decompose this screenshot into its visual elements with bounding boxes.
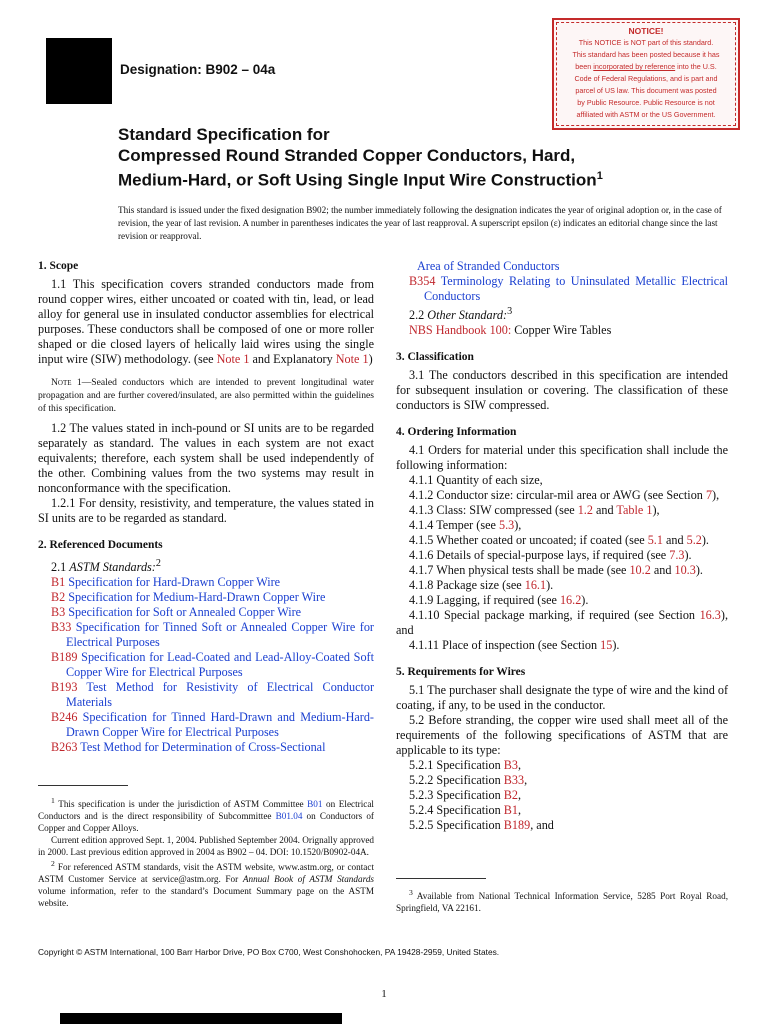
subcommittee-b0104-link[interactable]: B01.04 xyxy=(275,811,303,822)
spec-list-item: 5.2.1 Specification B3, xyxy=(409,758,522,773)
ref-title[interactable]: Test Method for Resistivity of Electrical Conductor Materials xyxy=(66,680,375,710)
section-heading-ordering: 4. Ordering Information xyxy=(396,426,517,439)
link-5-3[interactable]: 5.3 xyxy=(498,518,515,533)
link-5-1[interactable]: 5.1 xyxy=(647,533,663,548)
ref-code[interactable]: B33 xyxy=(51,620,72,635)
document-title: Standard Specification for Compressed Round Stranded Copper Conductors, Hard, Medium-Hard, or Soft Using Single Input Wire Construction$^1$ xyxy=(118,125,603,190)
spec-link[interactable]: B2 xyxy=(503,788,519,803)
ref-code[interactable]: B193 xyxy=(51,680,78,695)
spec-list-item: 5.2.2 Specification B33, xyxy=(409,773,528,788)
notice-title: NOTICE! xyxy=(628,26,664,36)
ref-title[interactable]: Test Method for Determination of Cross-Sectional xyxy=(80,740,326,755)
notice-link[interactable]: incorporated by reference xyxy=(593,62,676,71)
referenced-standards-list xyxy=(38,575,374,755)
link-section-15[interactable]: 15 xyxy=(600,638,613,653)
ref-title[interactable]: Specification for Hard-Drawn Copper Wire xyxy=(68,575,281,590)
spec-list-item: 5.2.3 Specification B2, xyxy=(409,788,522,803)
link-5-2[interactable]: 5.2 xyxy=(686,533,702,548)
ref-code[interactable]: B246 xyxy=(51,710,78,725)
link-16-3[interactable]: 16.3 xyxy=(699,608,721,623)
spec-link[interactable]: B33 xyxy=(503,773,525,788)
ref-title[interactable]: Specification for Lead-Coated and Lead-Alloy-Coated Soft Copper Wire for Electrical Purposes xyxy=(66,650,375,680)
spec-link[interactable]: B189 xyxy=(503,818,531,833)
link-10-3[interactable]: 10.3 xyxy=(674,563,696,578)
ref-item[interactable] xyxy=(38,710,374,740)
paragraph-5-2: 5.2 Before stranding, the copper wire used shall meet all of the requirements of the following specifications of ASTM that are applicable to its type: xyxy=(396,713,728,758)
section-heading-referenced-documents: 2. Referenced Documents xyxy=(38,539,163,551)
paragraph-1-2: 1.2 The values stated in inch-pound or SI units are to be regarded separately as standard. The values in each system are not exact equivalents; therefore, each system shall be used independently of the other. Combining values from the two systems may result in nonconformance with the specification. xyxy=(38,421,374,495)
note-1-link[interactable]: Note 1 xyxy=(216,352,250,366)
spec-link[interactable]: B1 xyxy=(503,803,519,818)
ref-code[interactable]: B2 xyxy=(51,590,66,605)
footnotes-right: $^3$ Available from National Technical Information Service, 5285 Port Royal Road, Springfield, VA 22161. xyxy=(396,888,728,914)
footnotes-left: $^1$ This specification is under the jurisdiction of ASTM Committee B01 on Electrical Conductors and is the direct responsibility of Subcommittee B01.04 on Conductors of Copper and Copper Alloys. Current edition approved Sept. 1, 2004. Published September 2004. Orignally approved in 2000. Last previous edition approved in 2004 as B902 – 04. DOI: 10.1520/B0902-04A. $^2$ For referenced ASTM standards, visit the ASTM website, www.astm.org, or contact ASTM Customer Service at service@astm.org. For Annual Book of ASTM Standards volume information, refer to the standard’s Document Summary page on the ASTM website. xyxy=(38,796,374,909)
note-1: Note 1—Sealed conductors which are intended to prevent longitudinal water propagation and are further covered/insulated, are also permitted within the guidelines of this specification. xyxy=(38,377,374,414)
link-16-1[interactable]: 16.1 xyxy=(524,578,547,593)
paragraph-1-2-1: 1.2.1 For density, resistivity, and temperature, the values stated in SI units are to be regarded as standard. xyxy=(38,496,374,525)
link-section-7[interactable]: 7 xyxy=(705,488,713,503)
page-number: 1 xyxy=(381,988,387,1000)
ref-code[interactable]: B263 xyxy=(51,740,78,755)
astm-standards-label: 2.1 ASTM Standards:$^2$ xyxy=(51,558,161,575)
link-16-2[interactable]: 16.2 xyxy=(559,593,582,608)
paragraph-3-1: 3.1 The conductors described in this specification are intended for subsequent insulation or covering. The classification of these conductors is SIW compressed. xyxy=(396,368,728,413)
ref-item[interactable] xyxy=(38,740,374,755)
designation: Designation: B902 – 04a xyxy=(120,62,276,77)
footnote-rule-right xyxy=(396,878,486,879)
ref-title[interactable]: Specification for Medium-Hard-Drawn Copper Wire xyxy=(68,590,326,605)
ref-item[interactable] xyxy=(38,620,374,650)
issue-note: This standard is issued under the fixed designation B902; the number immediately following the designation indicates the year of original adoption or, in the case of revision, the year of last revision. A number in parentheses indicates the year of last reapproval. A superscript epsilon (ε) indicates an editorial change since the last revision or reapproval. xyxy=(118,205,722,241)
link-table-1[interactable]: Table 1 xyxy=(616,503,653,518)
link-1-2[interactable]: 1.2 xyxy=(577,503,593,518)
ref-b354[interactable]: B354 Terminology Relating to Uninsulated Metallic Electrical Conductors xyxy=(409,274,729,303)
copyright-footer: Copyright © ASTM International, 100 Barr Harbor Drive, PO Box C700, West Conshohocken, PA 19428-2959, United States. xyxy=(38,947,500,957)
ref-code[interactable]: B3 xyxy=(51,605,66,620)
ref-item[interactable] xyxy=(38,590,374,605)
paragraph-5-1: 5.1 The purchaser shall designate the type of wire and the kind of coating, if any, to be used in the conductor. xyxy=(396,683,728,713)
section-heading-requirements: 5. Requirements for Wires xyxy=(396,666,526,679)
b263-continued[interactable]: Area of Stranded Conductors xyxy=(417,259,560,273)
ref-code[interactable]: B1 xyxy=(51,575,66,590)
spec-link[interactable]: B3 xyxy=(503,758,519,773)
ref-code[interactable]: B189 xyxy=(51,650,78,665)
section-heading-scope: 1. Scope xyxy=(38,260,79,272)
paragraph-4-1: 4.1 Orders for material under this specification shall include the following information: xyxy=(396,443,728,473)
committee-b01-link[interactable]: B01 xyxy=(307,799,323,810)
left-column xyxy=(38,259,374,755)
ref-item[interactable] xyxy=(38,680,374,710)
other-standard-label: 2.2 Other Standard:$^3$ xyxy=(409,306,513,323)
ref-item[interactable] xyxy=(38,575,374,590)
ref-title[interactable]: Specification for Soft or Annealed Copper Wire xyxy=(68,605,302,620)
section-heading-classification: 3. Classification xyxy=(396,351,474,364)
ref-item[interactable] xyxy=(38,650,374,680)
link-7-3[interactable]: 7.3 xyxy=(669,548,685,563)
right-column: Area of Stranded Conductors B354 Terminology Relating to Uninsulated Metallic Electrical Conductors 2.2 Other Standard:$^3$ NBS Handbook 100: Copper Wire Tables 3. Classification 3.1 The conductors described in this specification are intended for subsequent insulation or covering. The classification of these conductors is SIW compressed. 4. Ordering Information 4.1 Orders for material under this specification shall include the following information: 4.1.1 Quantity of each size, 4.1.2 Conductor size: circular-mil area or AWG (see Section 7), 4.1.3 Class: SIW compressed (see 1.2 and Table 1), 4.1.4 Temper (see 5.3), 4.1.5 Whether coated or uncoated; if coated (see 5.1 and 5.2). 4.1.6 Details of special-purpose lays, if required (see 7.3). 4.1.7 When physical tests shall be made (see 10.2 and 10.3). 4.1.8 Package size (see 16.1). 4.1.9 Lagging, if required (see 16.2). 4.1.10 Special package marking, if required (see Section 16.3), and 4.1.11 Place of inspection (see Section 15). 5. Requirements for Wires 5.1 The purchaser shall designate the type of wire and the kind of coating, if any, to be used in the conductor. 5.2 Before stranding, the copper wire used shall meet all of the requirements of the following specifications of ASTM that are applicable to its type: 5.2.1 Specification B3, 5.2.2 Specification B33, 5.2.3 Specification B2, 5.2.4 Specification B1, 5.2.5 Specification B189, and xyxy=(396,259,729,833)
ref-title[interactable]: Specification for Tinned Soft or Annealed Copper Wire for Electrical Purposes xyxy=(66,620,374,650)
link-10-2[interactable]: 10.2 xyxy=(629,563,651,578)
spec-list-item: 5.2.4 Specification B1, xyxy=(409,803,522,818)
footnote-rule-left xyxy=(38,785,128,786)
title-footnote-ref[interactable]: 1 xyxy=(596,170,603,182)
ref-item[interactable] xyxy=(38,605,374,620)
notice-stamp xyxy=(552,18,740,130)
paragraph-1-1: 1.1 This specification covers stranded conductors made from round copper wires, either uncoated or coated with tin, lead, or lead alloy for general use in insulated conductor assemblies for electrical purposes. These conductors shall be composed of one or more roller shaped or die closed layers of helically laid wires using the single input wire (SIW) methodology. (see Note 1 and Explanatory Note 1) xyxy=(38,277,374,366)
footer-bar xyxy=(60,1013,342,1024)
spec-list-item: 5.2.5 Specification B189, and xyxy=(409,818,554,833)
ref-nbs-handbook[interactable]: NBS Handbook 100: Copper Wire Tables xyxy=(409,323,612,338)
ref-title[interactable]: Specification for Tinned Hard-Drawn and Medium-Hard-Drawn Copper Wire for Electrical Purposes xyxy=(66,710,374,740)
notice-body: This NOTICE is NOT part of this standard. This standard has been posted because it has been incorporated by reference into the U.S. Code of Federal Regulations, and is part and parcel of US law. This document was posted by Public Resource. Public Resource is not affiliated with ASTM or the US Government. xyxy=(572,38,720,119)
wire-specification-list xyxy=(396,758,728,833)
explanatory-note-1-link[interactable]: Note 1 xyxy=(335,352,369,366)
astm-logo xyxy=(46,38,112,104)
